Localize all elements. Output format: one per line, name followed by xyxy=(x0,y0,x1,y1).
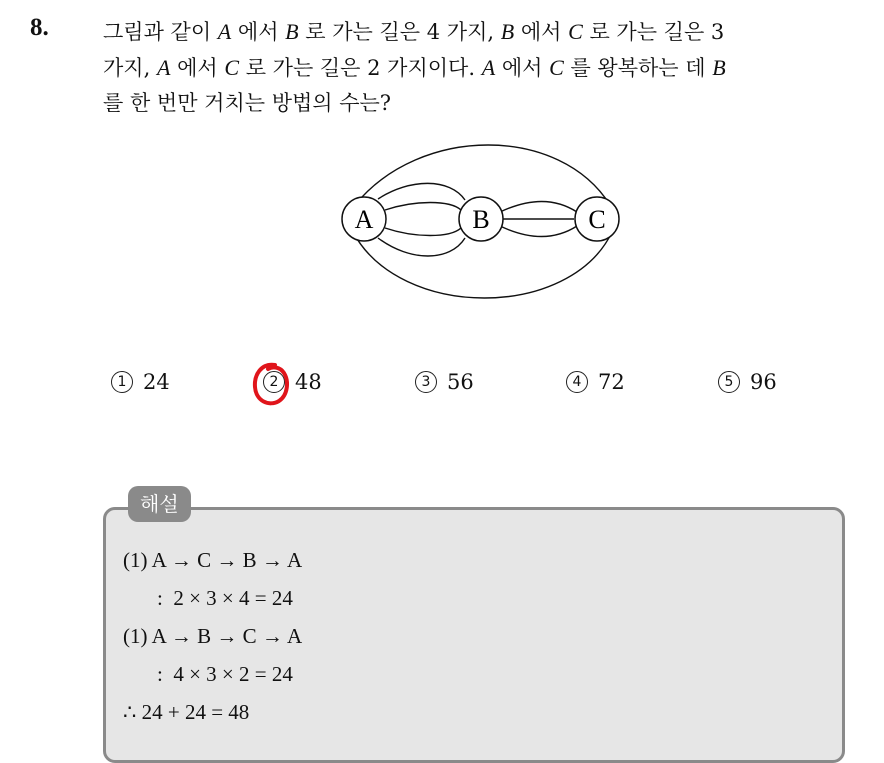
choice-3-value: 56 xyxy=(447,370,474,394)
choice-1-number: 1 xyxy=(111,371,133,393)
path-diagram xyxy=(0,0,884,340)
variable: A xyxy=(217,19,232,44)
path-b-c-3 xyxy=(500,226,577,237)
node-b-label: B xyxy=(472,205,490,234)
choice-1-value: 24 xyxy=(143,370,170,394)
choice-4[interactable] xyxy=(566,370,625,394)
solution-label: 해설 xyxy=(128,486,191,522)
choice-5[interactable] xyxy=(718,370,777,394)
variable: C xyxy=(568,19,583,44)
question-text-fragment: 에서 xyxy=(231,20,286,44)
path-b-c-1 xyxy=(500,202,577,213)
choice-4-value: 72 xyxy=(598,370,625,394)
node-a-label: A xyxy=(354,205,374,234)
variable: B xyxy=(712,55,726,80)
variable: A xyxy=(481,55,496,80)
path-a-c-lower xyxy=(353,232,612,298)
variable: C xyxy=(549,55,564,80)
node-c-label: C xyxy=(588,205,606,234)
path-a-c-upper xyxy=(355,145,610,205)
question-text-fragment: 에서 xyxy=(514,20,569,44)
choice-5-value: 96 xyxy=(750,370,777,394)
question-text-fragment: 에서 xyxy=(170,56,225,80)
variable: C xyxy=(224,55,240,80)
path-a-b-3 xyxy=(385,228,461,236)
solution-line-2: : 2 × 3 × 4 = 24 xyxy=(157,586,293,610)
solution-line-3: (1) A → B → C → A xyxy=(123,624,303,648)
solution-line-1: (1) A → C → B → A xyxy=(123,548,303,572)
choice-3-number: 3 xyxy=(415,371,437,393)
choice-2[interactable] xyxy=(263,370,322,394)
question-text-fragment: 를 왕복하는 데 xyxy=(563,56,713,80)
path-a-b-2 xyxy=(385,203,461,211)
choice-2-value: 48 xyxy=(295,370,322,394)
variable: A xyxy=(156,55,171,80)
path-a-b-4 xyxy=(378,238,465,256)
solution-line-4: : 4 × 3 × 2 = 24 xyxy=(157,662,293,686)
question-text-fragment: 에서 xyxy=(495,56,550,80)
solution-lines xyxy=(123,543,302,733)
question-text-fragment: 로 가는 길은 4 가지, xyxy=(298,20,501,44)
choice-3[interactable] xyxy=(415,370,474,394)
answer-choices xyxy=(0,370,884,402)
choice-4-number: 4 xyxy=(566,371,588,393)
variable: B xyxy=(285,19,299,44)
variable: B xyxy=(500,19,515,44)
choice-2-number: 2 xyxy=(263,371,285,393)
question-number: 8. xyxy=(30,14,49,41)
question-text-fragment: 를 한 번만 거치는 방법의 수는? xyxy=(103,91,392,115)
path-a-b-1 xyxy=(378,183,465,200)
question-text-fragment: 로 가는 길은 3 xyxy=(582,20,725,44)
choice-1[interactable] xyxy=(111,370,170,394)
question-text-fragment: 그림과 같이 xyxy=(103,20,218,44)
choice-5-number: 5 xyxy=(718,371,740,393)
solution-line-5: ∴ 24 + 24 = 48 xyxy=(123,700,250,724)
question-text-fragment: 가지, xyxy=(103,56,157,80)
question-text-fragment: 로 가는 길은 2 가지이다. xyxy=(239,56,482,80)
